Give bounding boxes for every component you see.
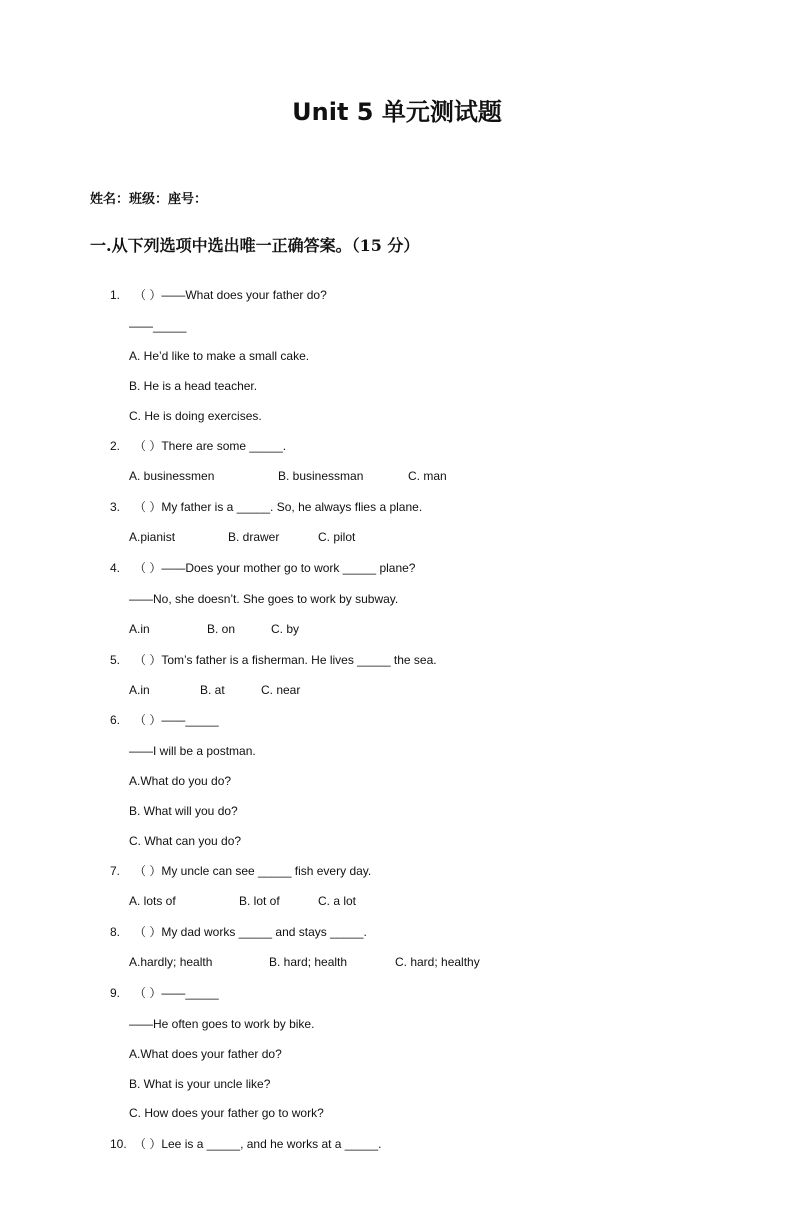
question-number: 2. xyxy=(110,439,121,453)
question-3-stem xyxy=(110,499,422,515)
question-text: （ ）My father is a _____. So, he always flies a plane. xyxy=(134,500,423,514)
question-3-option-b: B. drawer xyxy=(228,530,280,544)
question-text: （ ）Tom’s father is a fisherman. He lives _____ the sea. xyxy=(134,653,437,667)
question-6-stem xyxy=(110,712,219,728)
question-2-option-b: B. businessman xyxy=(278,469,364,483)
question-4-stem xyxy=(110,560,415,576)
question-7-stem xyxy=(110,863,371,879)
question-number: 10. xyxy=(110,1137,127,1151)
question-number: 4. xyxy=(110,561,121,575)
question-1-option-c: C. He is doing exercises. xyxy=(129,409,262,423)
question-number: 6. xyxy=(110,713,121,727)
question-9-option-b: B. What is your uncle like? xyxy=(129,1077,271,1091)
question-6-option-c: C. What can you do? xyxy=(129,834,242,848)
question-5-stem xyxy=(110,652,437,668)
question-8-option-c: C. hard; healthy xyxy=(395,955,480,969)
question-4-option-c: C. by xyxy=(271,622,300,636)
section-title: 一.从下列选项中选出唯一正确答案。（15 分） xyxy=(90,236,420,255)
question-text: （ ）——What does your father do? xyxy=(134,288,327,302)
question-5-option-b: B. at xyxy=(200,683,225,697)
question-text: （ ）My dad works _____ and stays _____. xyxy=(134,925,367,939)
question-2-option-a: A. businessmen xyxy=(129,469,215,483)
student-info-line: 姓名：班级：座号： xyxy=(90,192,208,207)
question-9-option-c: C. How does your father go to work? xyxy=(129,1106,324,1120)
question-number: 3. xyxy=(110,500,121,514)
question-4-option-b: B. on xyxy=(207,622,236,636)
question-6-option-b: B. What will you do? xyxy=(129,804,238,818)
question-number: 1. xyxy=(110,288,121,302)
page-title: Unit 5 单元测试题 xyxy=(292,98,502,126)
question-9-stem xyxy=(110,985,219,1001)
question-text: （ ）Lee is a _____, and he works at a _____. xyxy=(134,1137,382,1151)
question-9-option-a: A.What does your father do? xyxy=(129,1047,282,1061)
question-3-option-c: C. pilot xyxy=(318,530,356,544)
question-4-reply: ——No, she doesn’t. She goes to work by subway. xyxy=(129,592,399,606)
question-2-stem xyxy=(110,438,286,454)
question-text: （ ）——_____ xyxy=(134,713,219,727)
question-text: （ ）There are some _____. xyxy=(134,439,287,453)
question-number: 8. xyxy=(110,925,121,939)
question-1-option-b: B. He is a head teacher. xyxy=(129,379,258,393)
question-6-option-a: A.What do you do? xyxy=(129,774,232,788)
question-5-option-c: C. near xyxy=(261,683,301,697)
question-text: （ ）My uncle can see _____ fish every day. xyxy=(134,864,372,878)
question-8-option-a: A.hardly; health xyxy=(129,955,213,969)
question-number: 5. xyxy=(110,653,121,667)
question-10-stem xyxy=(110,1136,382,1152)
question-1-reply: ——_____ xyxy=(129,319,187,333)
question-8-option-b: B. hard; health xyxy=(269,955,348,969)
question-4-option-a: A.in xyxy=(129,622,150,636)
question-text: （ ）——Does your mother go to work _____ plane? xyxy=(134,561,416,575)
question-8-stem xyxy=(110,924,367,940)
question-number: 7. xyxy=(110,864,121,878)
question-9-reply: ——He often goes to work by bike. xyxy=(129,1017,315,1031)
question-7-option-b: B. lot of xyxy=(239,894,280,908)
question-1-option-a: A. He’d like to make a small cake. xyxy=(129,349,310,363)
question-7-option-a: A. lots of xyxy=(129,894,176,908)
question-7-option-c: C. a lot xyxy=(318,894,357,908)
question-text: （ ）——_____ xyxy=(134,986,219,1000)
question-2-option-c: C. man xyxy=(408,469,447,483)
question-5-option-a: A.in xyxy=(129,683,150,697)
question-1-stem xyxy=(110,287,327,303)
question-6-reply: ——I will be a postman. xyxy=(129,744,256,758)
question-number: 9. xyxy=(110,986,121,1000)
question-3-option-a: A.pianist xyxy=(129,530,176,544)
